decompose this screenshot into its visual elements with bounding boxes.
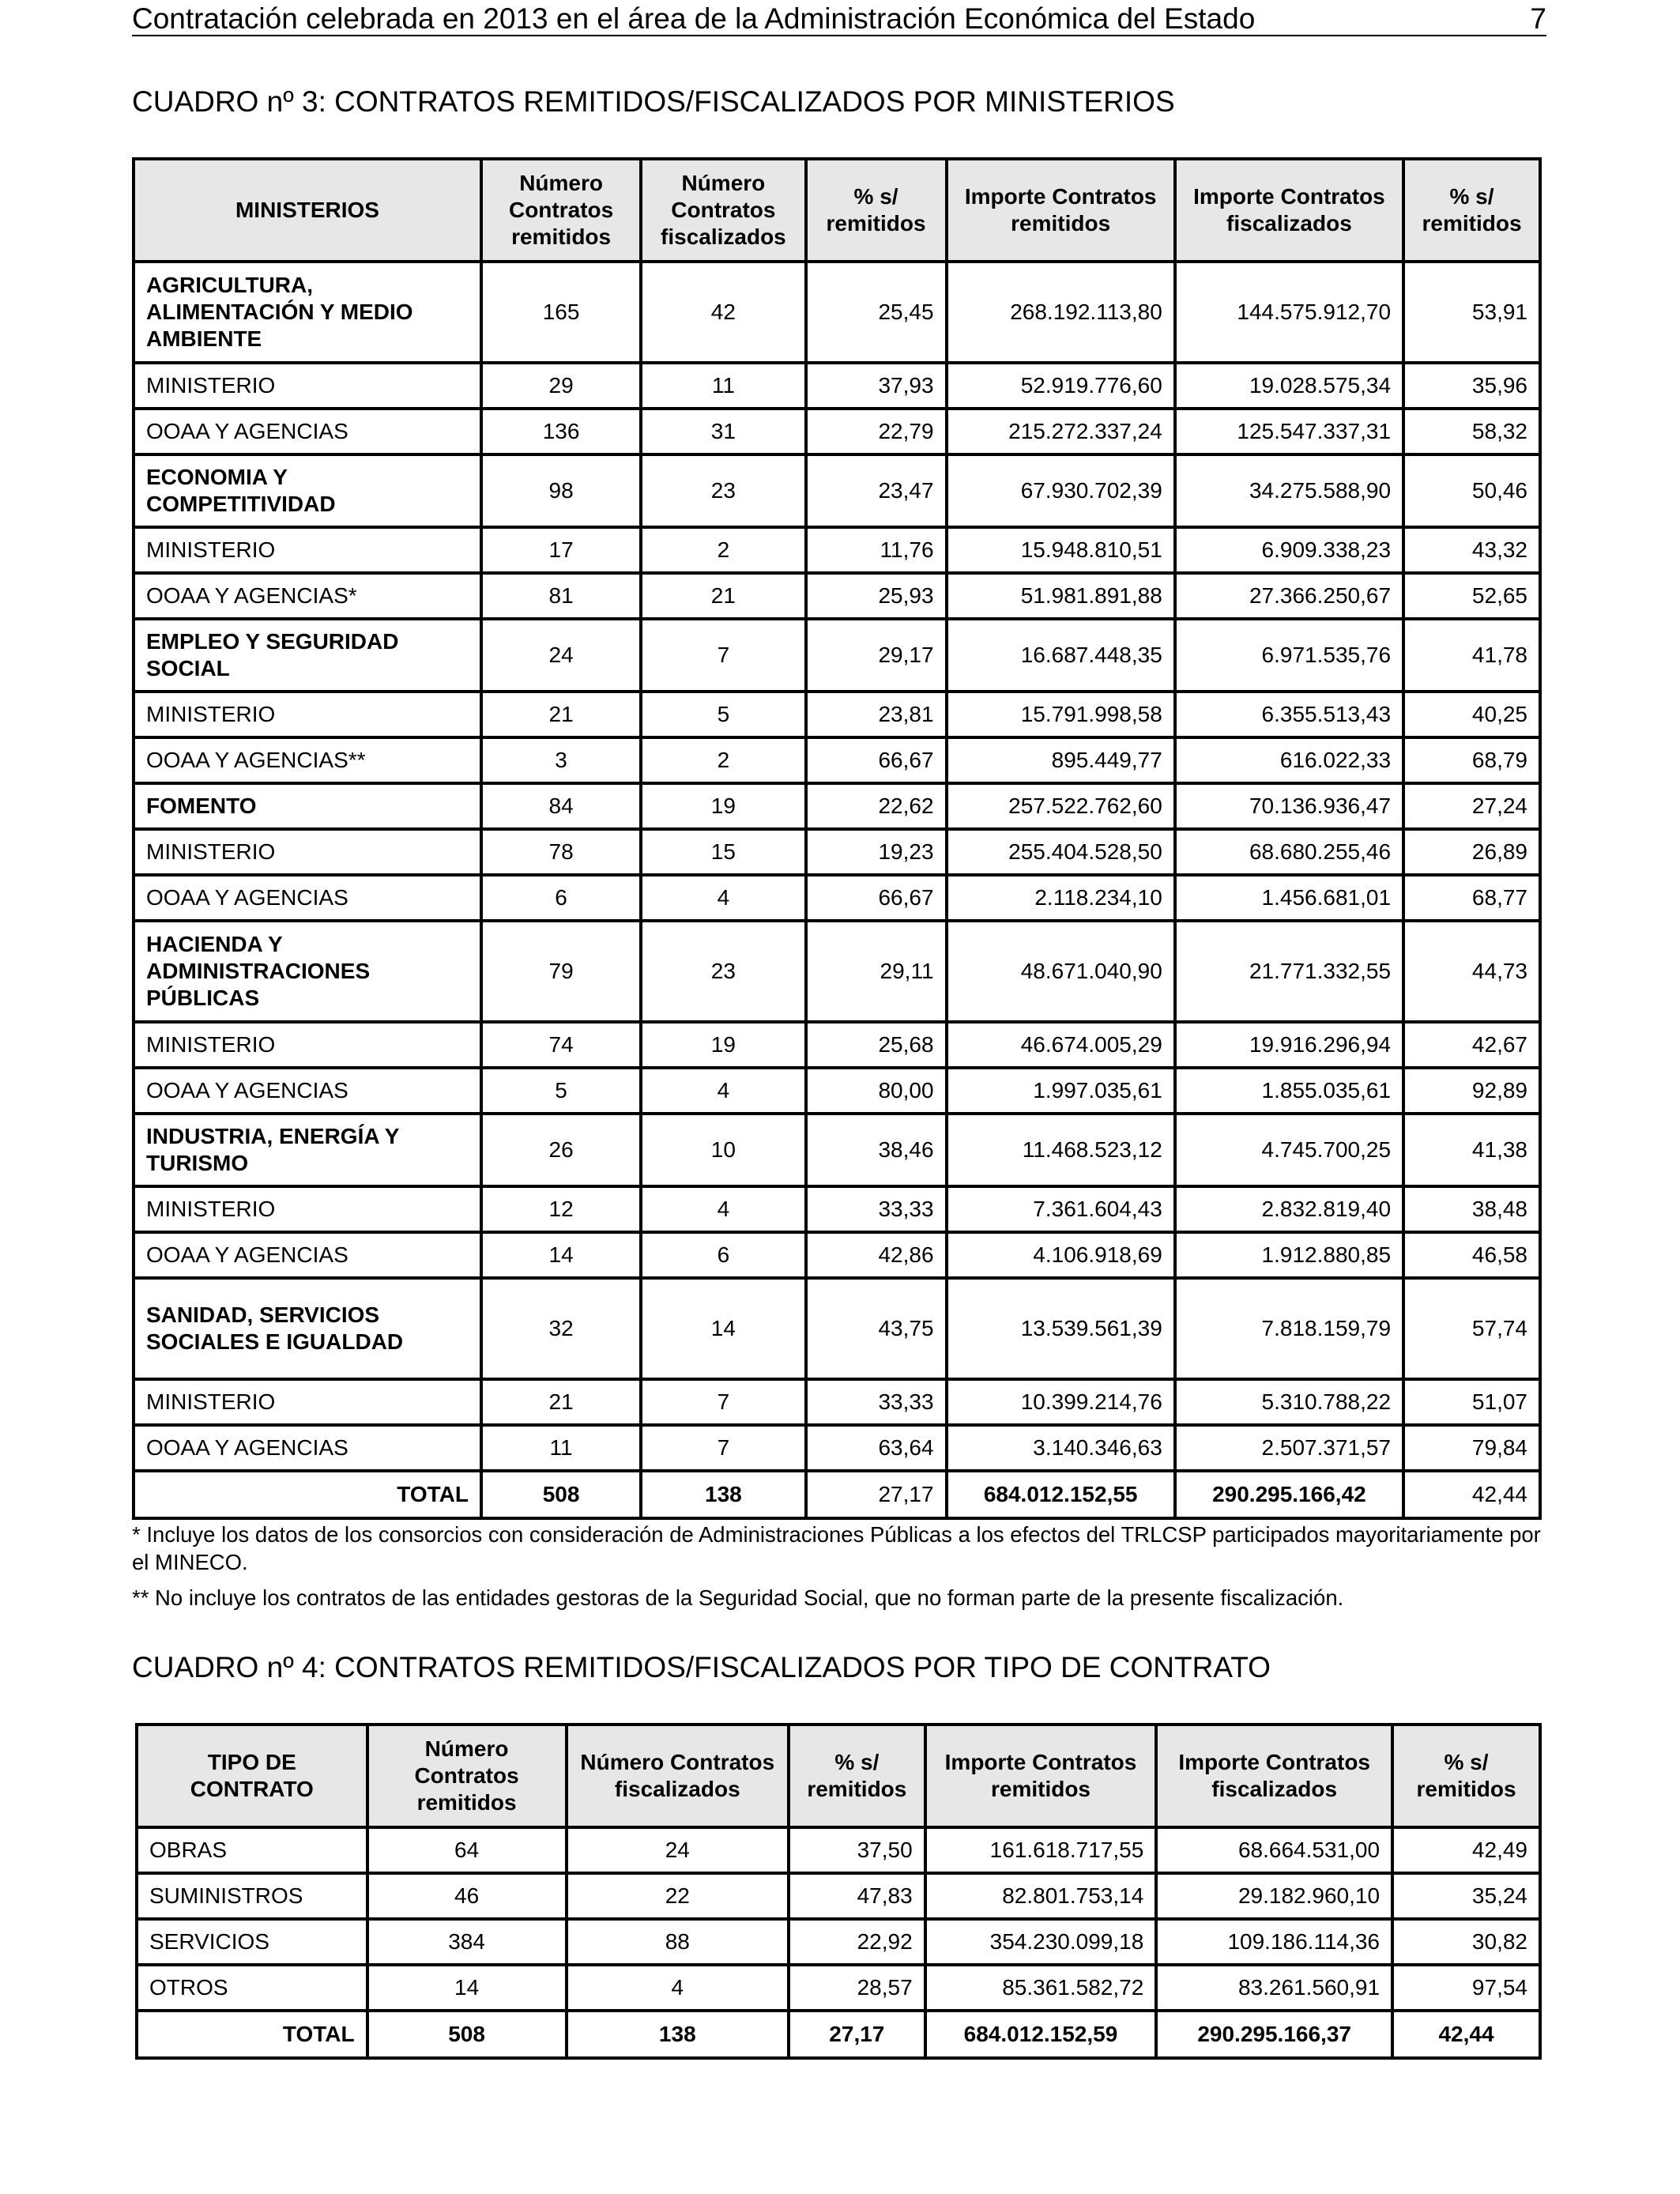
running-header [132,2,1546,36]
table-cell: 26 [483,1115,639,1185]
table-row [138,1921,1539,1963]
table-cell: 4 [642,1069,804,1112]
table-cell: INDUSTRIA, ENERGÍA Y TURISMO [135,1115,480,1185]
table-cell: SANIDAD, SERVICIOS SOCIALES E IGUALDAD [135,1280,480,1378]
table-cell: MINISTERIO [135,364,480,407]
table-cell: 11 [483,1427,639,1469]
table-row [135,1023,1539,1066]
table-cell: 21 [642,575,804,617]
table-row [135,876,1539,919]
table-cell: 22,62 [808,785,945,827]
table-cell: 16.687.448,35 [948,620,1173,690]
table-cell: 4.106.918,69 [948,1234,1173,1276]
ministry-group-row [135,1115,1539,1185]
table-contracts-by-ministry [132,157,1542,1520]
table-cell: 64 [369,1829,565,1872]
table-cell: 268.192.113,80 [948,263,1173,361]
table-cell: 26,89 [1405,831,1539,873]
table-row [135,831,1539,873]
table-cell: 161.618.717,55 [927,1829,1155,1872]
table-cell: 23 [642,456,804,526]
table-row [135,1234,1539,1276]
table-cell: 384 [369,1921,565,1963]
table-cell: 11 [642,364,804,407]
table-cell: 66,67 [808,739,945,782]
table-cell: 6 [483,876,639,919]
table-cell: 33,33 [808,1188,945,1231]
table-cell: 47,83 [790,1875,924,1917]
table-contracts-by-type [135,1723,1542,2060]
table-cell: 4 [642,876,804,919]
ministry-group-row [135,620,1539,690]
table-cell: 68,79 [1405,739,1539,782]
table-cell: 23,47 [808,456,945,526]
table-cell: 42,44 [1405,1472,1539,1517]
col-header: % s/ remitidos [808,160,945,260]
table-row [135,1427,1539,1469]
table-cell: 88 [568,1921,787,1963]
table-cell: 66,67 [808,876,945,919]
table-cell: 37,93 [808,364,945,407]
col-header: Número Contratos remitidos [369,1726,565,1826]
table-cell: 42,44 [1394,2012,1539,2056]
table-cell: 215.272.337,24 [948,410,1173,453]
table-cell: 12 [483,1188,639,1231]
table-cell: 14 [369,1966,565,2009]
footnotes [132,1521,1546,1619]
table-cell: OBRAS [138,1829,366,1872]
table-cell: 13.539.561,39 [948,1280,1173,1378]
table-row [135,410,1539,453]
table-cell: 33,33 [808,1381,945,1423]
col-header: Importe Contratos fiscalizados [1177,160,1402,260]
table-cell: 23 [642,922,804,1020]
table-cell: 19.916.296,94 [1177,1023,1402,1066]
table-cell: 19 [642,785,804,827]
table-cell: 10 [642,1115,804,1185]
table-cell: 29.182.960,10 [1158,1875,1391,1917]
table-cell: OOAA Y AGENCIAS [135,876,480,919]
table-cell: 84 [483,785,639,827]
table-cell: 2 [642,739,804,782]
table-cell: 40,25 [1405,693,1539,736]
table3-caption: CUADRO nº 3: CONTRATOS REMITIDOS/FISCALIZADOS POR MINISTERIOS [132,85,1175,118]
table-cell: 17 [483,529,639,571]
table-cell: 255.404.528,50 [948,831,1173,873]
table-cell: 1.997.035,61 [948,1069,1173,1112]
col-header: % s/ remitidos [790,1726,924,1826]
table-cell: 616.022,33 [1177,739,1402,782]
table-cell: 15 [642,831,804,873]
col-header: Importe Contratos remitidos [948,160,1173,260]
table-cell: 42,49 [1394,1829,1539,1872]
table-cell: OOAA Y AGENCIAS [135,410,480,453]
table-cell: 3.140.346,63 [948,1427,1173,1469]
table-cell: 684.012.152,55 [948,1472,1173,1517]
table-cell: 68.664.531,00 [1158,1829,1391,1872]
table-cell: 51.981.891,88 [948,575,1173,617]
table-cell: 6 [642,1234,804,1276]
table-row [138,1966,1539,2009]
table-cell: EMPLEO Y SEGURIDAD SOCIAL [135,620,480,690]
col-header: Número Contratos remitidos [483,160,639,260]
footnote: * Incluye los datos de los consorcios con consideración de Administraciones Públicas a los efectos del TRLCSP participados mayoritariamente por el MINECO. [132,1522,1541,1574]
table-cell: 5 [483,1069,639,1112]
table-cell: 27,17 [790,2012,924,2056]
table-cell: 58,32 [1405,410,1539,453]
table-row [135,529,1539,571]
table-cell: 57,74 [1405,1280,1539,1378]
table-cell: SUMINISTROS [138,1875,366,1917]
table-cell: 74 [483,1023,639,1066]
table-cell: 290.295.166,37 [1158,2012,1391,2056]
table-cell: 19.028.575,34 [1177,364,1402,407]
total-row [138,2012,1539,2056]
table-cell: 79 [483,922,639,1020]
table-cell: 24 [483,620,639,690]
ministry-group-row [135,263,1539,361]
table-cell: OOAA Y AGENCIAS** [135,739,480,782]
table-cell: OOAA Y AGENCIAS [135,1234,480,1276]
col-header: Importe Contratos remitidos [927,1726,1155,1826]
table-cell: 109.186.114,36 [1158,1921,1391,1963]
table-cell: 1.456.681,01 [1177,876,1402,919]
table-cell: 508 [483,1472,639,1517]
table-cell: 42 [642,263,804,361]
table-cell: 4 [568,1966,787,2009]
table-cell: OOAA Y AGENCIAS [135,1427,480,1469]
table-cell: 52.919.776,60 [948,364,1173,407]
table-cell: 15.791.998,58 [948,693,1173,736]
table-cell: FOMENTO [135,785,480,827]
table-cell: 5 [642,693,804,736]
ministry-group-row [135,785,1539,827]
table-cell: 23,81 [808,693,945,736]
table-cell: 21 [483,1381,639,1423]
table-cell: 508 [369,2012,565,2056]
table-cell: 97,54 [1394,1966,1539,2009]
table-cell: 14 [642,1280,804,1378]
table-cell: 27,24 [1405,785,1539,827]
table-row [135,693,1539,736]
table-cell: 29 [483,364,639,407]
table-row [135,739,1539,782]
table-cell: 22 [568,1875,787,1917]
table-cell: 14 [483,1234,639,1276]
table-cell: 38,46 [808,1115,945,1185]
table-cell: 42,67 [1405,1023,1539,1066]
table-cell: 68.680.255,46 [1177,831,1402,873]
table-cell: 257.522.762,60 [948,785,1173,827]
table-cell: 81 [483,575,639,617]
table-cell: MINISTERIO [135,831,480,873]
table-cell: 10.399.214,76 [948,1381,1173,1423]
table-cell: AGRICULTURA, ALIMENTACIÓN Y MEDIO AMBIENTE [135,263,480,361]
table-cell: 15.948.810,51 [948,529,1173,571]
table-cell: 25,93 [808,575,945,617]
table-cell: 290.295.166,42 [1177,1472,1402,1517]
table-cell: 82.801.753,14 [927,1875,1155,1917]
table-cell: 5.310.788,22 [1177,1381,1402,1423]
table-cell: 46 [369,1875,565,1917]
table-cell: 684.012.152,59 [927,2012,1155,2056]
table-cell: 52,65 [1405,575,1539,617]
table-cell: MINISTERIO [135,1188,480,1231]
table-cell: 79,84 [1405,1427,1539,1469]
table-cell: 7 [642,620,804,690]
table-row [135,575,1539,617]
table-row [135,1381,1539,1423]
table-cell: 7.361.604,43 [948,1188,1173,1231]
col-header: Número Contratos fiscalizados [642,160,804,260]
table-cell: 21.771.332,55 [1177,922,1402,1020]
table-cell: MINISTERIO [135,1023,480,1066]
table-cell: 43,32 [1405,529,1539,571]
table4-header-row [138,1726,1539,1826]
table-cell: 46,58 [1405,1234,1539,1276]
table-cell: 38,48 [1405,1188,1539,1231]
table-cell: 7 [642,1381,804,1423]
table-cell: 85.361.582,72 [927,1966,1155,2009]
table-cell: 1.912.880,85 [1177,1234,1402,1276]
table4-caption: CUADRO nº 4: CONTRATOS REMITIDOS/FISCALIZADOS POR TIPO DE CONTRATO [132,1651,1271,1683]
table-cell: 27.366.250,67 [1177,575,1402,617]
table-cell: 41,38 [1405,1115,1539,1185]
table-row [135,364,1539,407]
table-cell: SERVICIOS [138,1921,366,1963]
table-cell: 48.671.040,90 [948,922,1173,1020]
table-cell: 35,24 [1394,1875,1539,1917]
table-cell: 35,96 [1405,364,1539,407]
table-cell: 11,76 [808,529,945,571]
table-cell: 6.355.513,43 [1177,693,1402,736]
total-row [135,1472,1539,1517]
table-cell: 34.275.588,90 [1177,456,1402,526]
table-cell: 3 [483,739,639,782]
footnote: ** No incluye los contratos de las entidades gestoras de la Seguridad Social, que no forman parte de la presente fiscalización. [132,1585,1344,1610]
table-cell: 53,91 [1405,263,1539,361]
table-cell: 41,78 [1405,620,1539,690]
table3-header-row [135,160,1539,260]
table-cell: 63,64 [808,1427,945,1469]
table-cell: 138 [642,1472,804,1517]
table-cell: 354.230.099,18 [927,1921,1155,1963]
table-cell: 2.118.234,10 [948,876,1173,919]
table-cell: 32 [483,1280,639,1378]
ministry-group-row [135,922,1539,1020]
ministry-group-row [135,456,1539,526]
table-cell: 895.449,77 [948,739,1173,782]
table-row [138,1875,1539,1917]
table-cell: 25,68 [808,1023,945,1066]
table-cell: 22,79 [808,410,945,453]
table-cell: 19,23 [808,831,945,873]
table3-body [135,263,1539,1517]
table-cell: 138 [568,2012,787,2056]
table-cell: 30,82 [1394,1921,1539,1963]
table-cell: 98 [483,456,639,526]
table-cell: 28,57 [790,1966,924,2009]
table-cell: 24 [568,1829,787,1872]
table-cell: 44,73 [1405,922,1539,1020]
table-cell: 11.468.523,12 [948,1115,1173,1185]
ministry-group-row [135,1280,1539,1378]
table-cell: TOTAL [138,2012,366,2056]
table4-body [138,1829,1539,2056]
table-cell: 68,77 [1405,876,1539,919]
table-cell: 4.745.700,25 [1177,1115,1402,1185]
table-cell: 50,46 [1405,456,1539,526]
table-row [135,1069,1539,1112]
page-number: 7 [1530,2,1546,35]
table-cell: 7.818.159,79 [1177,1280,1402,1378]
table-cell: 2.507.371,57 [1177,1427,1402,1469]
table-cell: 92,89 [1405,1069,1539,1112]
table-row [138,1829,1539,1872]
table-cell: 37,50 [790,1829,924,1872]
table-row [135,1188,1539,1231]
table-cell: 1.855.035,61 [1177,1069,1402,1112]
table-cell: 6.971.535,76 [1177,620,1402,690]
col-header: MINISTERIOS [135,160,480,260]
col-header: Importe Contratos fiscalizados [1158,1726,1391,1826]
table-cell: 21 [483,693,639,736]
table-cell: OOAA Y AGENCIAS [135,1069,480,1112]
table-cell: 67.930.702,39 [948,456,1173,526]
table-cell: TOTAL [135,1472,480,1517]
table-cell: 29,11 [808,922,945,1020]
table-cell: 2 [642,529,804,571]
table-cell: 25,45 [808,263,945,361]
table-cell: 22,92 [790,1921,924,1963]
table-cell: 80,00 [808,1069,945,1112]
table-cell: 31 [642,410,804,453]
table-cell: 70.136.936,47 [1177,785,1402,827]
table-cell: 7 [642,1427,804,1469]
table-cell: OOAA Y AGENCIAS* [135,575,480,617]
col-header: TIPO DE CONTRATO [138,1726,366,1826]
table-cell: 78 [483,831,639,873]
table-cell: MINISTERIO [135,1381,480,1423]
table-cell: 83.261.560,91 [1158,1966,1391,2009]
table-cell: MINISTERIO [135,529,480,571]
table-cell: 136 [483,410,639,453]
table-cell: 19 [642,1023,804,1066]
table-cell: OTROS [138,1966,366,2009]
table-cell: 4 [642,1188,804,1231]
table-cell: 144.575.912,70 [1177,263,1402,361]
table-cell: 51,07 [1405,1381,1539,1423]
col-header: Número Contratos fiscalizados [568,1726,787,1826]
table-cell: 6.909.338,23 [1177,529,1402,571]
col-header: % s/ remitidos [1394,1726,1539,1826]
col-header: % s/ remitidos [1405,160,1539,260]
table-cell: 2.832.819,40 [1177,1188,1402,1231]
header-title: Contratación celebrada en 2013 en el área de la Administración Económica del Estado [132,2,1256,35]
table-cell: 125.547.337,31 [1177,410,1402,453]
table-cell: HACIENDA Y ADMINISTRACIONES PÚBLICAS [135,922,480,1020]
table-cell: MINISTERIO [135,693,480,736]
table-cell: 29,17 [808,620,945,690]
table-cell: 27,17 [808,1472,945,1517]
table-cell: ECONOMIA Y COMPETITIVIDAD [135,456,480,526]
table-cell: 43,75 [808,1280,945,1378]
table-cell: 46.674.005,29 [948,1023,1173,1066]
table-cell: 165 [483,263,639,361]
table-cell: 42,86 [808,1234,945,1276]
